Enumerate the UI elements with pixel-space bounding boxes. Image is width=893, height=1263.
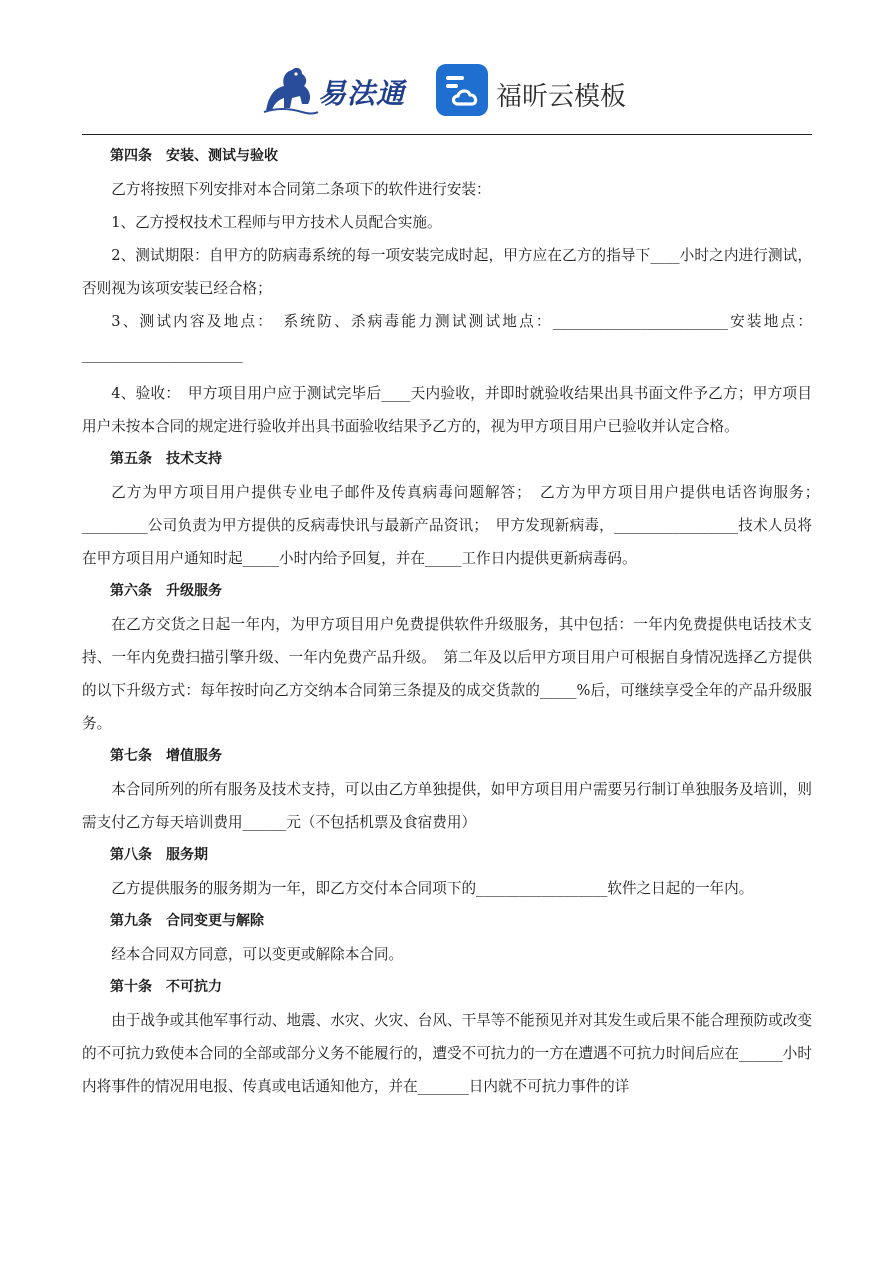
article-5-heading: 第五条 技术支持: [110, 451, 222, 467]
article-8-paragraph: 乙方提供服务的服务期为一年，即乙方交付本合同项下的__________________软件之日起的一年内。: [111, 880, 754, 897]
article-5-paragraph: 乙方为甲方项目用户提供专业电子邮件及传真病毒问题解答； 乙方为甲方项目用户提供电话咨询服务； _________公司负责为甲方提供的反病毒快讯与最新产品资讯； 甲方发现新病毒，_________________技术人员将在甲方项目用户通知时起_____小时内给予回复，并在_____工作日内提供更新病毒码。: [82, 484, 827, 567]
article-4-paragraph: 3、测试内容及地点： 系统防、杀病毒能力测试测试地点：________________________安装地点：______________________: [82, 313, 812, 363]
article-4-paragraph: 4、验收： 甲方项目用户应于测试完毕后____天内验收，并即时就验收结果出具书面文件予乙方；甲方项目用户未按本合同的规定进行验收并出具书面验收结果予乙方的，视为甲方项目用户已验收并认定合格。: [82, 385, 812, 435]
article-9-heading: 第九条 合同变更与解除: [110, 913, 264, 929]
foxit-cloud-template-logo: [436, 64, 656, 120]
yifatong-logo: [262, 62, 422, 118]
cloud-document-icon: [436, 64, 488, 116]
article-4-paragraph: 乙方将按照下列安排对本合同第二条项下的软件进行安装：: [111, 181, 491, 198]
article-6-paragraph: 在乙方交货之日起一年内，为甲方项目用户免费提供软件升级服务，其中包括：一年内免费提供电话技术支持、一年内免费扫描引擎升级、一年内免费产品升级。 第二年及以后甲方项目用户可根据自身情况选择乙方提供的以下升级方式：每年按时向乙方交纳本合同第三条提及的成交货款的_____%后，可继续享受全年的产品升级服务。: [82, 616, 812, 732]
article-8-heading: 第八条 服务期: [110, 847, 208, 863]
article-7-heading: 第七条 增值服务: [110, 748, 222, 764]
header-divider: [82, 134, 812, 135]
article-10-heading: 第十条 不可抗力: [110, 979, 222, 995]
article-9-paragraph: 经本合同双方同意，可以变更或解除本合同。: [111, 946, 404, 963]
article-7-paragraph: 本合同所列的所有服务及技术支持，可以由乙方单独提供，如甲方项目用户需要另行制订单独服务及培训，则需支付乙方每天培训费用______元（不包括机票及食宿费用）: [82, 781, 812, 831]
article-10-paragraph: 由于战争或其他军事行动、地震、水灾、火灾、台风、干旱等不能预见并对其发生或后果不能合理预防或改变的不可抗力致使本合同的全部或部分义务不能履行的，遭受不可抗力的一方在遭遇不可抗力时间后应在______小时内将事件的情况用电报、传真或电话通知他方，并在_______日内就不可抗力事件的详: [82, 1012, 812, 1095]
horse-emblem-icon: [262, 62, 320, 118]
contract-body: [82, 140, 827, 1103]
yifatong-logo-text: 易法通: [318, 77, 406, 110]
page-header: [0, 58, 893, 122]
foxit-cloud-template-text: 福昕云模板: [496, 82, 627, 112]
article-6-heading: 第六条 升级服务: [110, 583, 222, 599]
article-4-heading: 第四条 安装、测试与验收: [110, 148, 278, 164]
article-4-paragraph: 2、测试期限：自甲方的防病毒系统的每一项安装完成时起，甲方应在乙方的指导下____小时之内进行测试，否则视为该项安装已经合格；: [82, 247, 812, 297]
article-4-paragraph: 1、乙方授权技术工程师与甲方技术人员配合实施。: [111, 214, 442, 231]
